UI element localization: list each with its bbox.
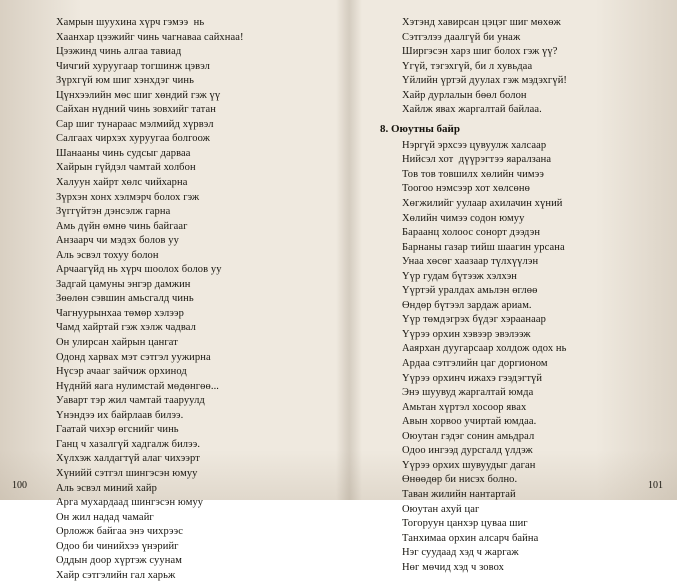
poem-line: Хамрын шуухина хүрч гэмээ нь [56, 17, 205, 28]
poem-line: Анзаарч чи мэдэх болов уу [56, 235, 179, 247]
poem-line: Хэтэнд хавирсан цэцэг шиг мөхөж [402, 17, 561, 28]
poem-line: Хайр дурлалын бөөл болон [402, 89, 527, 101]
poem-line: Одонд харвах мэт сэтгэл уужирна [56, 351, 211, 363]
poem-line: Салгаах чирхэх хуруугаа болгоож [56, 133, 211, 145]
poem-line: Оюутан гэдэг сонин амьдрал [402, 430, 535, 442]
poem-line: Ширгэсэн харз шиг болох гэж үү? [402, 46, 558, 58]
poem-line: Нийсэл хот дүүрэгтээ яаралзана [402, 154, 552, 166]
poem-line: Одоо ингээд дурсгалд үлдэж [402, 445, 533, 457]
poem-line: Үүрээ орхинч ижахэ гээдэгтүй [402, 372, 543, 384]
poem-line: Уаварт тэр жил чамтай тааруулд [56, 395, 205, 407]
left-page-poem [56, 16, 326, 583]
poem-line: Нүднйй яага нулимстай мөдөнгөө... [56, 380, 220, 392]
poem-line: Чамд хайртай гэж хэлж чадвал [56, 322, 196, 334]
poem-line: Он жил надад чамайг [56, 511, 154, 523]
poem-line: Цээжинд чинь алгаа тавиад [56, 46, 182, 58]
poem-line: Тов тов товшилх хөлийн чимээ [402, 168, 544, 180]
poem-line: Арга мухардаад шингэсэн юмуу [56, 497, 204, 509]
section-title: 8. Оюутны байр [380, 122, 460, 135]
poem-line: Нэргүй эрхсээ цувуулж халсаар [402, 139, 547, 151]
poem-line: Аль эсвэл тохуу болон [56, 249, 159, 261]
poem-line: Зөөлөн сэвшин амьсгалд чинь [56, 293, 194, 305]
poem-line: Үүр төмдэгрэх бүдэг хэраанаар [402, 314, 547, 326]
poem-line: Зүрхгүй юм шиг хэнхдэг чинь [56, 75, 194, 87]
poem-line: Ардаа сэтгэлийн цаг доргионом [402, 358, 548, 370]
right-page-poem [402, 139, 643, 575]
poem-line: Хөлийн чимээ содон юмуу [402, 212, 525, 224]
poem-line: Сар шиг тунараас мэлмийд хүрвэл [56, 118, 214, 130]
poem-line: Үүртэй уралдах амьлэн өглөө [402, 285, 538, 297]
poem-line: Үүр гудам бүтээж хэлхэн [402, 270, 518, 282]
poem-line: Чичгий хуруугаар тогшинж цэвэл [56, 60, 210, 72]
poem-line: Ганц ч хазалгүй хадгалж билээ. [56, 438, 201, 450]
poem-line: Сайхан нүдний чинь зовхийг татан [56, 104, 216, 116]
poem-line: Үйлийн үртэй дуулах гэж мэдэхгүй! [402, 75, 568, 87]
poem-line: Оддын доор хүртэж суунам [56, 555, 182, 567]
poem-line: Хөгжилийг уулаар ахилачин хүний [402, 198, 563, 210]
poem-line: Аль эсвэл миний хайр [56, 482, 157, 494]
poem-line: Хаанхар цээжийг чинь чагнаваа сайхнаа! [56, 31, 244, 43]
poem-line: Тогоруун цанхэр цувaa шиг [402, 518, 528, 530]
poem-line: Унаа хөсөг хаазаар түлхүүлэн [402, 256, 539, 268]
poem-line: Шанааны чинь судсыг дарваа [56, 147, 191, 159]
poem-line: Он улирсан хайрын цангат [56, 337, 178, 349]
poem-line: Үүрээ орхин хэвээр эвэлээж [402, 328, 531, 340]
poem-line: Өнөөдөр би нисэх болно. [402, 474, 518, 486]
poem-line: Зүггүйтэн дэнсэлж гарна [56, 206, 171, 218]
poem-line: Барнаны газар тийш шаагин урсана [402, 241, 565, 253]
poem-line: Ааярхан дуугарсаар холдож одох нь [402, 343, 567, 355]
poem-line: Амьтан хүртэл хосоор явах [402, 401, 527, 413]
poem-line: Нөг мөчид хэд ч зовох [402, 561, 505, 573]
poem-line: Зүрхэн хонх хэлмэрч болох гэж [56, 191, 200, 203]
poem-line: Таван жилийн нантартай [402, 488, 516, 500]
page-number-right: 101 [648, 480, 663, 491]
poem-line: Нүсэр ачааг зайчиж орхинод [56, 366, 187, 378]
poem-line: Сэтгэлээ даалгүй би унаж [402, 31, 521, 43]
poem-line: Үнэндээ их байрлаав билээ. [56, 409, 184, 421]
poem-line: Хайрын гүйдэл чамтай холбон [56, 162, 196, 174]
poem-line: Хүлхэж халдагтүй алаг чихээрт [56, 453, 200, 465]
poem-line: Халуун хайрт хөлс чийхарна [56, 177, 188, 189]
poem-line: Орложж байгаа энэ чихрээс [56, 526, 184, 538]
poem-line: Хайр сэтгэлийн гал харьж [56, 569, 176, 581]
poem-line: Хүнийй сэтгэл шингэсэн юмуу [56, 467, 198, 479]
poem-line: Арчаагүйд нь хүрч шоолох болов уу [56, 264, 222, 276]
poem-line: Нэг суудаад хэд ч жаргаж [402, 547, 519, 559]
poem-line: Одоо би чинийхээ үнэрийг [56, 540, 179, 552]
poem-line: Авын хорвоо учиртай юмдаа. [402, 416, 537, 428]
poem-line: Амь дүйн өмнө чинь байгааг [56, 220, 188, 232]
page-number-left: 100 [12, 480, 27, 491]
poem-line: Задгай цамуны энгэр дамжин [56, 278, 191, 290]
poem-line: Үгүй, тэгэхгүй, би л хувьдаа [402, 60, 533, 72]
poem-line: Өндөр бүтээл зардаж ариам. [402, 299, 532, 311]
right-page [340, 0, 677, 573]
poem-line: Үүрээ орхих шувуудыг даган [402, 459, 536, 471]
poem-line: Танхимаа орхин алсарч байна [402, 532, 539, 544]
poem-line: Бараанц холоос сонорт дээдэн [402, 227, 541, 239]
poem-line: Чагнуурынхаа төмөр хэлээр [56, 307, 184, 319]
poem-line: Энэ шуувуд жаргалтай юмда [402, 387, 534, 399]
poem-line: Тоогоо нэмсээр хот хөлсөнө [402, 183, 530, 195]
poem-line: Оюутан ахуй цаг [402, 503, 480, 515]
poem-line: Хайлж явах жаргалтай байлаа. [402, 104, 542, 116]
right-page-poem-continuation [402, 16, 643, 118]
poem-line: Цүнхээлийн мөс шиг хөндий гэж үү [56, 89, 221, 101]
poem-line: Гаатай чихэр өгснийг чинь [56, 424, 179, 436]
